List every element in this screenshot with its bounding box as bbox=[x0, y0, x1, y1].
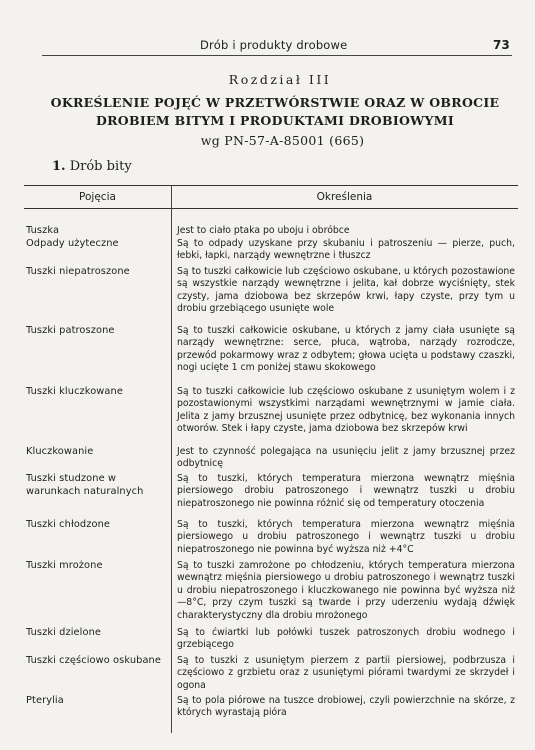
column-header-terms: Pojęcia bbox=[79, 191, 116, 203]
term-cell: Tuszki kluczkowane bbox=[26, 386, 123, 397]
chapter-heading: Rozdział III bbox=[228, 72, 332, 87]
page-number: 73 bbox=[493, 38, 510, 52]
term-cell: Tuszki niepatroszone bbox=[26, 266, 130, 277]
definition-cell: Jest to czynność polegająca na usunięciu jelit z jamy brzusznej przez odbytnicę bbox=[177, 446, 515, 470]
term-cell: Kluczkowanie bbox=[26, 446, 94, 457]
term-cell: Tuszka bbox=[26, 225, 60, 236]
term-cell: Odpady użyteczne bbox=[26, 238, 119, 249]
definition-cell: Są to tuszki, których temperatura mierzona wewnątrz mięśnia piersiowego drobiu patroszonego i wewnątrz tuszki u drobiu niepatroszonego nie powinna różnić się od temperatury otoczenia bbox=[177, 473, 515, 509]
main-title-line-1: OKREŚLENIE POJĘĆ W PRZETWÓRSTWIE ORAZ W OBROCIE bbox=[50, 95, 500, 110]
definition-cell: Są to tuszki zamrożone po chłodzeniu, których temperatura mierzona wewnątrz mięśnia piersiowego u drobiu patroszonego i wewnątrz tuszki u drobiu niepatroszonego i kluczkowanego nie powinna być wyższa niż —8°C, przy czym tuszki są twarde i przy uderzeniu wydają dźwięk charakterystyczny dla drobiu mrożonego bbox=[177, 560, 515, 621]
definition-cell: Są to pola piórowe na tuszce drobiowej, czyli powierzchnie na skórze, z których wyrastają pióra bbox=[177, 695, 515, 719]
term-cell: Tuszki mrożone bbox=[26, 560, 103, 571]
section-heading bbox=[52, 159, 132, 174]
definition-cell: Są to tuszki całkowicie lub częściowo oskubane z usuniętym wolem i z pozostawionymi wszystkimi narządami wewnętrznymi w jamie ciała. Jelita z jamy brzusznej usunięte przez odbytnicę, bez wykonania innych otworów. Stek i łapy czyste, jama dziobowa bez skrzepów krwi bbox=[177, 386, 515, 435]
main-title bbox=[30, 94, 520, 130]
term-cell: Tuszki chłodzone bbox=[26, 519, 111, 530]
column-divider bbox=[171, 185, 172, 733]
term-cell: Tuszki częściowo oskubane bbox=[26, 655, 161, 666]
header-rule bbox=[42, 55, 512, 56]
table-header bbox=[24, 185, 518, 209]
definition-cell: Są to tuszki, których temperatura mierzona wewnątrz mięśnia piersiowego u drobiu patroszonego i wewnątrz tuszki u drobiu niepatroszonego nie powinna być wyższa niż +4°C bbox=[177, 519, 515, 555]
running-title: Drób i produkty drobowe bbox=[200, 38, 348, 52]
section-title: Drób bity bbox=[69, 159, 132, 174]
definition-cell: Są to tuszki całkowicie lub częściowo oskubane, u których pozostawione są wszystkie narządy wewnętrzne i jelita, kał dobrze wyciśnięty, stek czysty, jama dziobowa bez skrzepów krwi, łapy czyste, przy tym u drobiu grzebiącego usunięte wole bbox=[177, 266, 515, 315]
definition-cell: Jest to ciało ptaka po uboju i obróbce bbox=[177, 225, 350, 236]
term-cell: Tuszki studzone w warunkach naturalnych bbox=[26, 473, 144, 497]
term-cell: Tuszki patroszone bbox=[26, 325, 115, 336]
term-cell: Pterylia bbox=[26, 695, 64, 706]
section-number: 1. bbox=[52, 159, 66, 174]
standard-reference: wg PN-57-A-85001 (665) bbox=[200, 133, 365, 148]
column-header-definitions: Określenia bbox=[316, 191, 373, 203]
definition-cell: Są to odpady uzyskane przy skubaniu i patroszeniu — pierze, puch, łebki, łapki, narządy wewnętrzne i tłuszcz bbox=[177, 238, 515, 262]
main-title-line-2: DROBIEM BITYM I PRODUKTAMI DROBIOWYMI bbox=[95, 113, 455, 128]
definition-cell: Są to tuszki z usuniętym pierzem z partii piersiowej, podbrzusza i częściowo z grzbietu oraz z usuniętymi piórami twardymi ze skrzydeł i ogona bbox=[177, 655, 515, 691]
definition-cell: Są to tuszki całkowicie oskubane, u których z jamy ciała usunięte są narządy wewnętrzne: serce, płuca, wątroba, narządy rozrodcze, przewód pokarmowy wraz z odbytem; głowa ucięta u podstawy czaszki, nogi ucięte 1 cm poniżej stawu skokowego bbox=[177, 325, 515, 374]
definition-cell: Są to ćwiartki lub połówki tuszek patroszonych drobiu wodnego i grzebiącego bbox=[177, 627, 515, 651]
term-cell: Tuszki dzielone bbox=[26, 627, 102, 638]
